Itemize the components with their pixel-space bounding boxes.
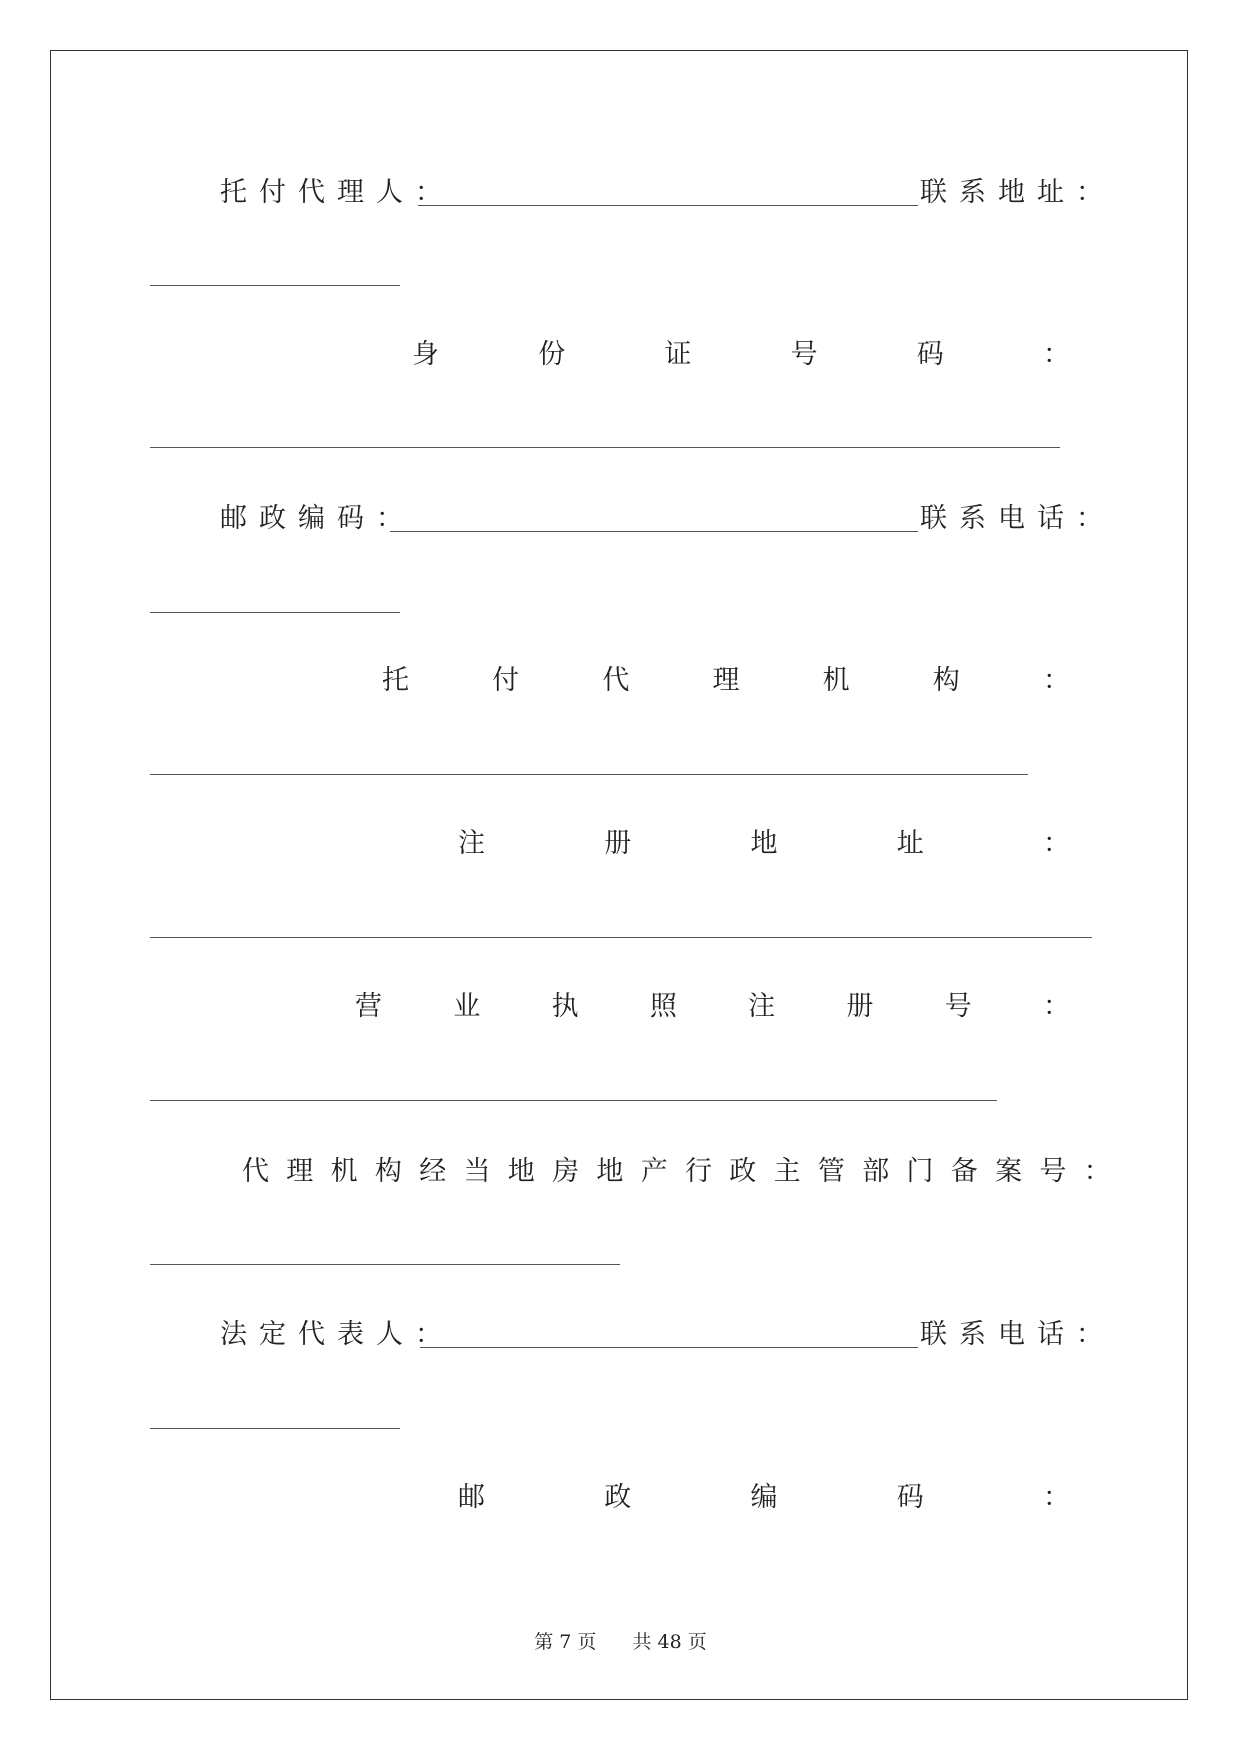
postcode-char: 政 (604, 1482, 632, 1513)
postcode-char: 邮 (458, 1482, 485, 1513)
total-label: 共 (632, 1631, 652, 1653)
agency-char: 托 (382, 665, 409, 696)
agency-label (382, 664, 1070, 698)
postcode-char: 编 (750, 1482, 778, 1513)
id-number-char: 身 (412, 339, 439, 370)
agency-char: ： (1042, 665, 1070, 696)
legal-rep-underline (420, 1347, 918, 1348)
total-indicator (630, 1631, 710, 1653)
phone-2-underline (150, 1428, 400, 1429)
license-label (355, 990, 1070, 1024)
reg-address-char: 址 (896, 828, 924, 859)
page-border (50, 50, 1188, 1700)
license-char: ： (1042, 991, 1070, 1022)
license-char: 册 (846, 991, 874, 1022)
reg-address-label (458, 827, 1070, 861)
phone-underline (150, 612, 400, 613)
postcode-label-2 (458, 1481, 1070, 1515)
id-number-label (412, 338, 1070, 372)
agent-name-underline (418, 205, 918, 206)
id-number-underline (150, 447, 1060, 448)
license-char: 执 (551, 991, 579, 1022)
contact-address-label: 联系地址： (920, 177, 1115, 208)
phone-label-2: 联系电话： (920, 1319, 1115, 1350)
page-label: 第 (534, 1631, 554, 1653)
phone-label: 联系电话： (920, 503, 1115, 534)
page-number: 7 (559, 1631, 572, 1653)
reg-address-char: 册 (604, 828, 632, 859)
reg-address-char: 地 (750, 828, 778, 859)
total-pages: 48 (657, 1631, 682, 1653)
page-indicator (531, 1631, 599, 1653)
reg-address-char: 注 (458, 828, 485, 859)
license-char: 号 (944, 991, 972, 1022)
id-number-char: 码 (916, 339, 944, 370)
license-char: 业 (453, 991, 481, 1022)
agency-char: 代 (602, 665, 630, 696)
total-unit: 页 (687, 1631, 707, 1653)
reg-address-char: ： (1043, 828, 1070, 859)
license-char: 营 (355, 991, 382, 1022)
contact-address-underline (150, 285, 400, 286)
page-footer (0, 1627, 1241, 1654)
postcode-label: 邮政编码： (220, 503, 415, 534)
license-char: 注 (748, 991, 776, 1022)
legal-rep-label: 法定代表人： (220, 1319, 454, 1350)
agency-char: 机 (822, 665, 850, 696)
license-underline (150, 1100, 997, 1101)
agency-char: 付 (492, 665, 520, 696)
agency-char: 理 (712, 665, 740, 696)
postcode-char: ： (1043, 1482, 1070, 1513)
filing-underline (150, 1264, 620, 1265)
id-number-char: ： (1042, 339, 1070, 370)
agency-underline (150, 774, 1028, 775)
postcode-char: 码 (896, 1482, 924, 1513)
filing-label: 代理机构经当地房地产行政主管部门备案号： (242, 1156, 1128, 1187)
id-number-char: 证 (664, 339, 692, 370)
id-number-char: 号 (790, 339, 818, 370)
id-number-char: 份 (538, 339, 566, 370)
page-unit: 页 (577, 1631, 597, 1653)
agency-char: 构 (932, 665, 960, 696)
agent-name-label: 托付代理人： (220, 177, 454, 208)
reg-address-underline (150, 937, 1092, 938)
license-char: 照 (649, 991, 677, 1022)
postcode-underline (390, 531, 918, 532)
